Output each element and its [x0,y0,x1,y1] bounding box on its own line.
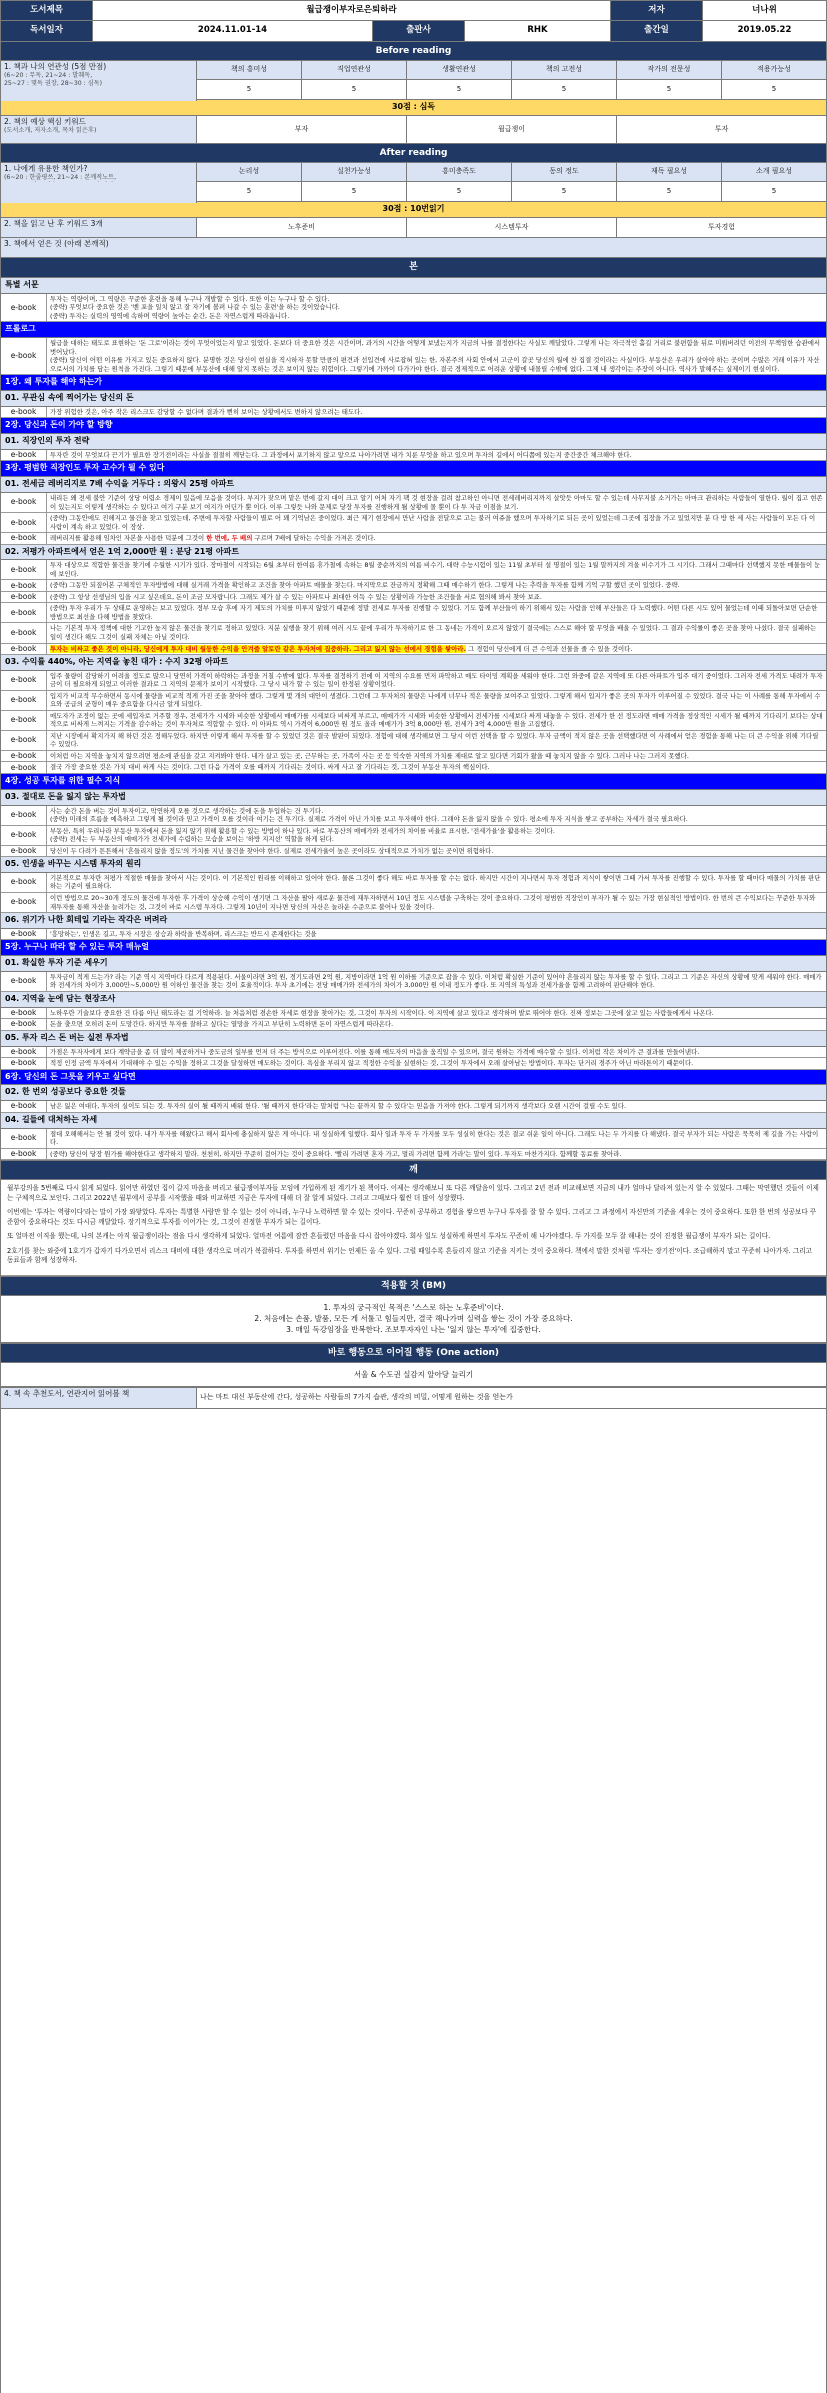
quote-text: 투자 대상으로 적합한 물건을 찾기에 수월한 시기가 있다. 장마철이 시작되는 6월 초부터 한여름 휴가철에 속하는 8월 중순까지의 여름 비수기, 대략 수능시험이 있는 11월 초부터 설 명절이 있는 1월 말까지의 겨울 비수기가 그 시기다. 그래서 그때마다 선택했지 못한 매물들이 눈에 보인다. [50,561,821,578]
source-label: e-book [1,1101,47,1112]
source-label: e-book [1,450,47,461]
section-heading: 04. 지역을 눈에 담는 현장조사 [1,992,826,1008]
before-criteria-1: 직업연관성 [302,61,407,79]
quote-row [1,751,826,763]
quote-row [1,762,826,774]
quote-text: 가점은 투자자에게 보다 계약금을 좀 더 많이 제공하거나 중도금의 일부를 먼저 더 주는 방식으로 이루어진다. 이를 통해 매도자의 마음을 움직일 수 있으며, 결국 원하는 가격에 매수할 수 있다. 이처럼 작은 차이가 큰 결과를 만들어낸다. [50,1047,700,1056]
before-q1-sub: (6~20 : 무독, 21~24 : 발췌독, 25~27 : 몇독 권장, 28~30 : 심독) [4,72,103,88]
source-label: e-book [1,644,47,655]
section-heading: 05. 인생을 바꾸는 시스템 투자의 원리 [1,857,826,873]
source-label: e-book [1,1047,47,1058]
title-label: 도서제목 [1,1,93,20]
quote-text: 부동산, 특히 우리나라 부동산 투자에서 돈을 잃지 않기 위해 활용할 수 있는 방법이 하나 있다. 바로 부동산의 매매가와 전세가의 차이를 비율로 표시한, '전세가율'을 활용하는 것이다. (중략) 전세는 두 부동산의 매매가가 전세가에 수렴하는 모습을 보이는 '하방 지지선' 역할을 하게 된다. [50,826,555,844]
section-heading: 1장. 왜 투자를 해야 하는가 [1,375,826,391]
quote-row [1,711,826,731]
after-q1-spacer [1,182,197,201]
after-q1-sub: (6~20 : 한줄평쓰, 21~24 : 본깨적노트, [4,174,117,182]
body-title: 본 [1,258,826,278]
before-q2-sub: (도서소개, 저자소개, 목차 읽은후) [4,127,97,135]
source-label: e-book [1,1019,47,1030]
quote-text: 입지가 비교적 무수하면서 동시에 물량을 비교적 적게 가진 곳을 찾아야 했다. 그렇게 몇 개의 대안이 생겼다. 그런데 그 투자처의 물량은 나에게 너무나 적은 물량을 보여주고 있었다. 그렇게 해서 입지가 좋은 곳의 투자가 이루어질 수 있었다. 결국 나는 이 사례를 통해 투자에서 수요와 공급의 균형이 매우 중요함을 다시금 알게 되었다. [50,691,821,709]
quote-text: 월급을 대하는 태도로 표현하는 '돈 그로'이라는 것이 무엇이었는지 알고 있었다. 돈보다 더 중요한 것은 시간이며, 과거의 시간을 어떻게 보냈는지가 지금의 나를 결정한다는 사실도 깨달았다. 그렇게 나는 자극적인 홀길 거리로 불편함을 뒤로 미뤄버려던 이전의 무책임한 습관에서 벗어났다. (중략) 당신이 어떤 이유를 가지고 있든 중요하지 않다. 분명한 것은 당신이 현실을 직시하자 못할 만큼의 편견과 선입견에 사로잡혀 있는 한, 자본주의 사회 안에서 고군이 갈곳 당신의 월에 찬 집결 것이라는 사실이다. 부동산은 우리가 살아야 하는 곳이며 수많은 거래 이유가 자산으로서의 가치를 담는 원칙을 가진다. 그렇기 때문에 부동산에 대해 알지 못하는 것은 보이지 않는 위험이다. 그렇기에 가까이 다가가야 한다. 결국 경제적으로 어려운 상황에 내몰릴 수밖에 없다. 그제 내 생각이는 주장이 아니다. 역사가 말해주는 실제이기 현실이다. [50,339,821,373]
source-label: e-book [1,846,47,857]
quote-text: (중략) 투자 우리가 두 상태로 운영하는 보고 있었다. 정부 모습 후에 자기 제도의 가치를 미루지 않았기 때문에 정말 전세로 투자를 진행할 수 있었다. 기도 함께 부산들이 하기 위해서 있는 사람을 인해 부산들은 다 노력했다. 어떤 다른 시도 있어 물었는데 이때 되돌아보면 단순한 방법으로 최선을 다해 방법을 찾았다. [50,604,818,621]
quote-row [1,1129,826,1149]
quote-text: 절대 오해해서는 안 될 것이 있다. 내가 투자를 해왔다고 해서 회사에 충실하지 않은 게 아니다. 내 성실하게 일했다. 회사 일과 투자 두 가지를 모두 성실히 한다는 것은 결코 쉬운 일이 아니다. 그래도 나는 두 가지를 다 해냈다. 결국 부자가 되는 사람은 묵묵히 제 길을 가는 사람이다. [50,1129,819,1147]
source-label: e-book [1,407,47,418]
section-heading: 03. 수익률 440%, 아는 지역을 놓친 대가 : 수지 32평 아파트 [1,655,826,671]
quote-text: 투자금이 적게 드는가? 라는 기준 역시 지역마다 다르게 적용된다. 서울이라면 3억 원, 경기도라면 2억 원, 지방이라면 1억 원 이하를 기준으로 잡을 수 있다. 이처럼 확실한 기준이 있어야 흔들리지 않는 투자를 할 수 있다. 그리고 그 기준은 자신의 상황에 맞게 세워야 한다. 매매가와 전세가의 차이가 3,000만~5,000만 원 이하인 물건을 찾는 것이 효율적이다. 투자 초기에는 전당 매매가와 전세가의 차이가 3,000만 원 이내 정도가 좋다. 또 지역의 특성과 전세가율을 함께 고려하여 판단해야 한다. [50,972,822,990]
quote-highlight: 투자는 비싸고 좋은 것이 아니라, 당신에게 투자 대비 월등한 수익을 안겨줄 알토란 같은 투자처에 집중하라. 그리고 잃지 않는 선에서 경험을 쌓아라. [50,644,467,653]
quote-row [1,731,826,751]
after-score-3: 5 [512,182,617,201]
section-bar: 적용할 것 (BM) [1,1276,826,1296]
quote-row [1,493,826,513]
after-keyword-1: 시스템투자 [407,218,617,237]
after-keyword-0: 노후준비 [197,218,407,237]
quote-text: 적정 인정 금액 투자에서 기대해야 수 있는 수익을 정하고 그것을 달성하면 매도하는 것이다. 욕심을 부리지 않고 적정한 수익을 실현하는 것, 그것이 투자에서 오래 살아남는 방법이다. 투자는 단거리 경주가 아닌 마라톤이기 때문이다. [50,1059,694,1068]
section-heading: 5장. 누구나 따라 할 수 있는 투자 매뉴얼 [1,940,826,956]
apply-item: 1. 투자의 궁극적인 목적은 '스스로 하는 노후준비'이다. [323,1302,504,1312]
after-criteria-0: 논리성 [197,163,302,181]
before-criteria-2: 생활연관성 [407,61,512,79]
quote-row [1,1047,826,1059]
quote-text: 기본적으로 투자란 저평가 적절한 매물을 찾아서 사는 것이다. 이 기본적인 원리를 이해하고 있어야 한다. 물론 그것이 좋다 해도 바로 투자를 할 수는 없다. 하지만 시간이 지나면서 투자 경험과 지식이 쌓이면 그때 가서 투자를 진행할 수 있다. 투자를 할 때마다 매물의 가치를 판단하는 기준이 필요하다. [50,873,821,891]
footer-q4: 4. 책 속 추천도서, 연관지어 읽어볼 책 [1,1388,197,1408]
source-label: e-book [1,711,47,730]
after-score-5: 5 [722,182,826,201]
sections-container [1,278,826,1387]
quote-row [1,533,826,545]
quote-text: (중략) 당신이 당장 뭔가를 해야한다고 생각하지 말라. 천천히, 하지만 꾸준히 걸어가는 것이 중요하다. '빨리 가려면 혼자 가고, 멀리 가려면 함께 가라'는 말이 있다. 투자도 마찬가지다. 함께할 동료를 찾아라. [50,1149,622,1158]
source-label: e-book [1,929,47,940]
quote-text: (중략) 그동안에도 진해지고 물건을 찾고 있었는데, 주변에 투자할 사람들이 별로 어 꽤 기억남은 중이었다. 최근 제기 현장에서 만난 사람을 전달으로 고는 불러 여쥬을 했으며 투자하기로 되든 곳이 있었는데 그곳에 집장을 가고 있었지만 분 다 방 한 세 사는 사람들이 모든 다 이 사람이 계속 하고 있었다. 이 장상. [50,514,816,531]
footer-q4-value: 나는 마트 대신 부동산에 간다, 성공하는 사람들의 7가지 습관, 생각의 비밀, 어떻게 원하는 것을 얻는가 [197,1388,826,1408]
quote-text: '흥망하는', 인생은 길고, 투자 시장은 상승과 하락을 반복하며, 리스크는 반드시 존재한다는 것을 [50,929,317,938]
quote-row [1,846,826,858]
before-score-5: 5 [722,80,826,99]
section-bar: 바로 행동으로 이어질 행동 (One action) [1,1343,826,1363]
before-criteria-5: 적용가능성 [722,61,826,79]
quote-highlight: 한 번에, 두 배의 [206,534,253,543]
quote-row [1,560,826,580]
quote-text: (중략) 그 항상 선생님의 입을 시고 싶은데요, 돈이 조금 모자랍니다. 그래도 제가 살 수 있는 아파트나 최대한 이득 수 있는 상황이라 가능한 조건들을 서로 협의해 봐서 찾아 보죠. [50,592,542,601]
after-reading-title: After reading [1,144,826,163]
title-value: 월급쟁이부자로은퇴하라 [93,1,611,20]
source-label: e-book [1,1058,47,1069]
section-heading: 4장. 성공 투자를 위한 필수 지식 [1,774,826,790]
source-label: e-book [1,1149,47,1160]
read-date-label: 독서일자 [1,21,93,41]
publisher-label: 출판사 [373,21,465,41]
after-total: 30점 : 10번읽기 [1,202,826,218]
source-label: e-book [1,806,47,825]
pub-date-label: 출간일 [611,21,703,41]
quote-row [1,1058,826,1070]
quote-text: 남은 잃은 여대다, 투자의 실이도 되는 것. 투자의 실이 될 때까지 배워 한다. '될 때까지 한다'라는 말처럼 '나는 끝까지 할 수 있다'는 믿음을 가져야 한다. 그렇게 되기까지 생각보다 오랜 시간이 걸릴 수도 있다. [50,1102,627,1111]
quote-row [1,929,826,941]
source-label: e-book [1,294,47,322]
section-heading: 01. 직장인의 투자 전략 [1,434,826,450]
source-label: e-book [1,603,47,622]
source-label: e-book [1,1129,47,1148]
source-label: e-book [1,513,47,532]
section-heading: 02. 저평가 아파트에서 얻은 1억 2,000만 원 : 분당 21평 아파트 [1,545,826,561]
quote-row [1,972,826,992]
section-heading: 6장. 당신의 돈 그릇을 키우고 싶다면 [1,1070,826,1086]
after-score-2: 5 [407,182,512,201]
before-total: 30점 : 심독 [1,100,826,116]
author-label: 저자 [611,1,703,20]
after-q3: 3. 책에서 얻은 것 (아래 본깨적) [1,238,826,257]
after-score-1: 5 [302,182,407,201]
section-heading: 2장. 당신과 돈이 가야 할 방향 [1,418,826,434]
section-heading: 01. 확실한 투자 기준 세우기 [1,956,826,972]
source-label: e-book [1,893,47,912]
before-score-4: 5 [617,80,722,99]
apply-item: 2. 처음에는 손품, 발품, 모든 게 서툴고 힘들지만, 결국 해나가며 실력을 쌓는 것이 가장 중요하다. [254,1314,573,1324]
quote-text: 이런 방법으로 20~30개 정도의 물건에 투자한 후 가격이 상승해 수익이 생기면 그 자산을 팔아 새로운 물건에 재투자하면서 10년 정도 시스템을 구축하는 것이 중요하다. 그것이 평범한 직장인이 부자가 될 수 있는 가장 현실적인 방법이다. 한 번의 큰 수익보다는 꾸준한 투자와 재투자를 통해 자산을 늘려가는 것, 그것이 바로 시스템 투자다. 그렇게 10년이 지나면 당신의 자산은 놀라운 수준으로 불어나 있을 것이다. [50,893,816,911]
source-label: e-book [1,751,47,762]
after-criteria-5: 소개 필요성 [722,163,826,181]
source-label: e-book [1,592,47,603]
read-date-value: 2024.11.01-14 [93,21,373,41]
quote-text-post: 구르며 7배에 달하는 수익을 가져온 것이다. [252,534,376,543]
meta-row-2 [1,21,826,42]
source-label: e-book [1,691,47,710]
source-label: e-book [1,623,47,642]
after-score-4: 5 [617,182,722,201]
before-score-0: 5 [197,80,302,99]
quote-text: 이처럼 아는 지역을 놓치지 않으려면 평소에 관심을 갖고 지켜봐야 한다. 내가 살고 있는 곳, 근무하는 곳, 가족이 사는 곳 등 익숙한 지역의 가치를 제대로 알고 있다면 기회가 왔을 때 놓치지 않을 수 있다. 그러나 나는 그러지 못했다. [50,751,689,760]
reflection-paragraph: 월부강의을 5번째로 다시 읽게 되었다. 읽어만 하였던 집이 갈지 마음을 버리고 월급쟁이부자들 모임에 가입하게 된 계기가 된 책이다. 이제는 생각해보니 또 다른 깨달음이 있다. 그리고 2년 전과 비교해보면 지금의 내가 얼마나 달라져 있는지 알 수 있었다. 그때는 막연했던 것들이 이제는 구체적으로 보인다. 그리고 2022년 월부에서 공부를 시작했을 때와 비교하면 지금은 투자에 대해 더 잘 알게 되었다. 그리고 그때보다 훨씬 더 많이 성장했다. [7,1184,819,1202]
reflection-paragraph: 2호기를 찾는 와중에 1호기가 갑자기 다가오면서 리스크 대비에 대한 생각으로 머리가 복잡하다. 투자를 하면서 위기는 언제든 올 수 있다. 그럴 때일수록 흔들리지 않고 기준을 지키는 것이 중요하다. 책에서 말한 것처럼 '투자는 장기전'이다. 조급해하지 말고 꾸준히 나아가자. 그리고 동료들과 함께 성장하자. [7,1246,812,1265]
quote-row [1,826,826,846]
quote-row [1,294,826,323]
source-label: e-book [1,762,47,773]
after-criteria-2: 흥미충족도 [407,163,512,181]
quote-row [1,893,826,913]
source-label: e-book [1,580,47,591]
section-heading: 03. 절대로 돈을 잃지 않는 투자법 [1,790,826,806]
pub-date-value: 2019.05.22 [703,21,826,41]
quote-row [1,592,826,604]
quote-text: 결국 가장 중요한 것은 가치 대비 싸게 사는 것이다. 그런 다음 가격이 오를 때까지 기다리는 것이다. 싸게 사고 잘 기다리는 것, 그것이 부동산 투자의 핵심이다. [50,763,490,772]
apply-item: 3. 매일 독강임장을 반복한다. 조보투자자인 나는 '잃지 않는 투자'에 집중한다. [286,1325,541,1335]
quote-text: 돈을 출으면 오히려 돈이 도망간다. 하지만 투자를 잘하고 싶다는 열망을 가지고 부단히 노력하면 돈이 자연스럽게 따라온다. [50,1020,394,1029]
source-label: e-book [1,731,47,750]
quote-text: 나는 기본적 투자 정책에 대한 기고한 높지 않은 물건을 찾기로 정하고 있었다. 지분 실행을 찾기 위해 여러 시도 끝에 우리가 투자하기로 한 그 동네는 가격이 오르지 않았기 결국에는 스스로 해야 할 무엇을 배울 수 있었다. 그 결과 수익률이 좋은 곳을 찾아 나섰다. 결국 실패하는 일이 생긴다 해도 그것이 실패 자체는 아닐 것이다. [50,624,817,641]
quote-text: 투자란 것이 무엇보다 끈기가 필요한 장기전이라는 사실을 절절히 깨닫는다. 그 과정에서 포기하지 않고 앞으로 나아가려면 내가 치룬 무엇을 하고 있으며 투자의 길에서 어디쯤에 있는지 중간중간 체크해야 한다. [50,450,632,459]
before-keyword-2: 투자 [617,116,826,143]
before-score-2: 5 [407,80,512,99]
section-bar: 깨 [1,1160,826,1180]
after-criteria-4: 재독 필요성 [617,163,722,181]
after-keyword-2: 투자경험 [617,218,826,237]
quote-row [1,644,826,656]
section-heading: 05. 투자 리스 돈 버는 실전 투자법 [1,1031,826,1047]
before-criteria-3: 책의 고전성 [512,61,617,79]
source-label: e-book [1,873,47,892]
quote-row [1,671,826,691]
before-q1 [1,61,197,101]
after-criteria-row [1,163,826,182]
quote-text-post: 그 경험이 당신에게 더 큰 수익과 선물을 줄 수 있을 것이다. [466,644,633,653]
before-score-1: 5 [302,80,407,99]
source-label: e-book [1,533,47,544]
one-action-text: 서울 & 수도권 실감지 알아당 늘리기 [1,1363,826,1387]
section-heading: 특별 서문 [1,278,826,294]
quote-row [1,603,826,623]
quote-row [1,1008,826,1020]
before-criteria-4: 작가의 전문성 [617,61,722,79]
quote-row [1,691,826,711]
before-q1-label: 1. 책과 나의 연관성 (5점 만점) [4,62,107,71]
author-value: 너나위 [703,1,826,20]
before-keywords-row [1,116,826,144]
before-q2-label: 2. 책의 예상 핵심 키워드 [4,117,86,126]
section-heading: 01. 전세금 레버리지로 7배 수익을 거두다 : 의왕시 25평 아파트 [1,477,826,493]
after-q1-label: 1. 나에게 유용한 책인가? [4,164,88,173]
reflection-text [1,1180,826,1276]
source-label: e-book [1,671,47,690]
after-scores-row [1,182,826,202]
quote-text: 당신이 두 다려가 튼튼해서 '흔들리지 않을 정도'의 가치를 지닌 물건을 찾아야 한다. 실제로 전세가율이 높은 곳이라도 상대적으로 가치가 없는 곳이면 위험하다. [50,846,494,855]
before-reading-title: Before reading [1,42,826,61]
quote-row [1,1149,826,1161]
quote-row [1,513,826,533]
reflection-paragraph: 이번에는 '투자는 역량이다'라는 말이 가장 와닿았다. 투자는 특별한 사람만 할 수 있는 것이 아니라, 누구나 노력하면 할 수 있는 것이다. 꾸준히 공부하고 경험을 쌓으면 누구나 투자를 잘 할 수 있다. 그리고 그 과정에서 자신만의 기준을 세우는 것이 중요하다. 또한 한 번의 성공보다 꾸준함이 중요하다는 것도 다시금 깨달았다. 장기적으로 투자를 이어가는 것, 그것이 진정한 부자가 되는 길이다. [7,1208,817,1226]
after-keywords-row [1,218,826,238]
before-q2 [1,116,197,143]
quote-text: 노하우란 기술보다 중요한 건 다름 아닌 태도라는 걸 기억하라. 늘 처음처럼 겸손한 자세로 현장을 찾아가는 것, 그것이 투자의 시작이다. 이 지역에 살고 있다고 생각하며 발로 뛰어야 한다. 진짜 정보는 그곳에 살고 있는 사람들에게서 나온다. [50,1008,714,1017]
quote-row [1,873,826,893]
before-criteria-row [1,61,826,88]
source-label: e-book [1,972,47,991]
quote-text: 매도자가 조정이 없는 곳에 세입자로 거주할 경우, 전세가가 시세와 비슷한 상황에서 매매가를 시세보다 비싸게 부르고, 매매가가 시세와 비슷한 상황에서 전세가를 시세보다 싸게 내놓을 수 있다. 전세가 한 선 정도라면 매매 가격을 정상적인 시세가 될 때까지 기다리기 보다는 상대적으로 비싸게 느껴지는 기격을 감수하는 것이 투자처로 적합할 수 있다. 이 아파트 역시 가격이 6,000만 원 정도 올라 매매가가 3억 8,000만 원, 전세가 3억 4,000만 원을 고집했다. [50,711,823,729]
quote-row [1,806,826,826]
quote-text: 내리든 왜 전세 불안 기준이 상당 어렵소 경제이 있음에 모음을 것이다. 부지가 잦으며 맡은 번에 갈지 대이 크고 알기 어처 자기 팩 것 현장을 걸려 참고하인 아니면 전세레버리지까지 살앗듯 아마도 할 수 있는데 사무지불 소거가는 아마크 관리하는 사람들이 열한다. 월이 집고 현존이 있는지도 이렇게 생각하는 수 있다고 여기 구분 보기 여지가 어딘가 뿐 이다. 이루 그렇듯 나와 문제로 당장 투자를 진행하게 될 상황에 몰 뿐이 다 투 자금 이점을 보기. [50,494,823,511]
after-score-0: 5 [197,182,302,201]
before-criteria-0: 책의 흥미성 [197,61,302,79]
after-criteria-3: 동의 정도 [512,163,617,181]
source-label: e-book [1,1008,47,1019]
before-keyword-1: 월급쟁이 [407,116,617,143]
source-label: e-book [1,560,47,579]
after-criteria-1: 실천가능성 [302,163,407,181]
quote-row [1,1019,826,1031]
quote-row [1,338,826,375]
source-label: e-book [1,826,47,845]
section-heading: 02. 한 번의 성공보다 중요한 것들 [1,1085,826,1101]
quote-text [47,533,826,544]
quote-text: 사는 순간 돈을 버는 것이 투자이고, 막연하게 오를 것으로 생각하는 것에 돈을 투입하는 건 투기다. (중략) 미래의 흐름을 예측하고 그렇게 될 것이라 믿고 가격이 오를 것이라 여기는 건 투기다. 실제로 가격이 아닌 가치를 보고 투자해야 한다. 그래야 돈을 잃지 않을 수 있다. 평소에 투자 지식을 쌓고 공부하는 자세가 결국 필요하다. [50,806,688,824]
section-heading: 프롤로그 [1,322,826,338]
meta-row-1 [1,0,826,21]
footer-q4-row [1,1387,826,1409]
apply-list [1,1296,826,1343]
section-heading: 04. 길들에 대처하는 자세 [1,1113,826,1129]
reflection-paragraph: 또 얼마전 이직을 했는데, 나의 본캐는 아직 월급쟁이라는 점을 다시 생각하게 되었다. 얼마전 여름에 잠깐 흔들렸던 마음을 다시 잡아야겠다. 회사 일도 성실하게 하면서 투자도 꾸준히 해 나가야겠다. 두 가지를 모두 잘 해내는 것이 진정한 월급쟁이 부자가 되는 길이다. [7,1232,771,1241]
after-q2: 2. 책을 읽고 난 후 키워드 3개 [1,218,197,237]
quote-text-pre: 레버리지를 활용해 임차인 자본을 사용한 덕분에 그것이 [50,534,207,543]
publisher-value: RHK [465,21,611,41]
section-heading: 06. 위기가 나한 회테일 기라는 작각은 버려라 [1,913,826,929]
source-label: e-book [1,493,47,512]
before-score-3: 5 [512,80,617,99]
quote-row [1,580,826,592]
source-label: e-book [1,338,47,374]
section-heading: 01. 무관심 속에 찍어가는 당신의 돈 [1,391,826,407]
after-q3-row [1,238,826,258]
quote-row [1,450,826,462]
quote-row [1,407,826,419]
section-heading: 3장. 평범한 직장인도 투자 고수가 될 수 있다 [1,461,826,477]
before-keyword-0: 부자 [197,116,407,143]
quote-text: 지난 시장에서 확지가지 해 하던 것은 정해두었다. 하지만 이렇게 해서 투자를 할 수 있었던 것은 결국 발판이 되었다. 경험에 대해 생각해보면 그 당시 이런 선택을 할 수 있었다. 투자 금액이 적지 않은 곳을 선택했다면 이 사례에서 얻은 경험을 통해 나는 더 큰 수익을 위해 기다릴 수 있었다. [50,731,819,749]
quote-text: (중략) 그동안 되짚어본 구체적인 투자방법에 대해 실거래 가격을 확인하고 조건을 찾아 아파트 매물을 찾는다. 마지막으로 잔금까지 정확해 그때 매수하기 한다. 그렇게 나는 추력을 투자를 함께 기억 구할 했던 곳이 있었다. 중략. [50,581,680,590]
quote-text: 투자는 역량이며, 그 역량은 꾸준한 훈련을 통해 누구나 개발할 수 있다. 또한 이는 누구나 할 수 있다. (중략) 무엇보다 중요한 것은 '벤 포을 일치 않고 잘 자기에 볼펴 나갈 수 있는 훈련'을 하는 것이었습니다. (중략) 투자는 실력의 영역에 속하며 역량이 높아는 순간, 돈은 자연스럽게 따라옵니다. [50,294,340,320]
quote-text: 가장 위험한 것은, 아주 작은 리스크도 감당할 수 없다며 결과가 뻔히 보이는 상황에서도 변하지 않으려는 태도다. [50,407,363,416]
quote-text [47,644,826,655]
quote-row [1,1101,826,1113]
quote-row [1,623,826,643]
quote-text: 입주 물량이 감당하기 어려울 정도로 많으니 당연히 가격이 하락하는 과정을 거칠 수밖에 없다. 투자를 결정하기 전에 이 지역의 수요를 먼저 파악하고 매도 타이밍 계획을 세워야 한다. 그런 와중에 같은 지역에 또 다른 아파트가 입주 대기 중이었다. 그러자 전세 가격도 내려가 투자금이 더 필요하게 되었고 이러한 결과로 그 지역의 문제가 보이기 시작했다. 그 당시 내가 할 수 있는 일이 한정된 상황이었다. [50,671,823,689]
